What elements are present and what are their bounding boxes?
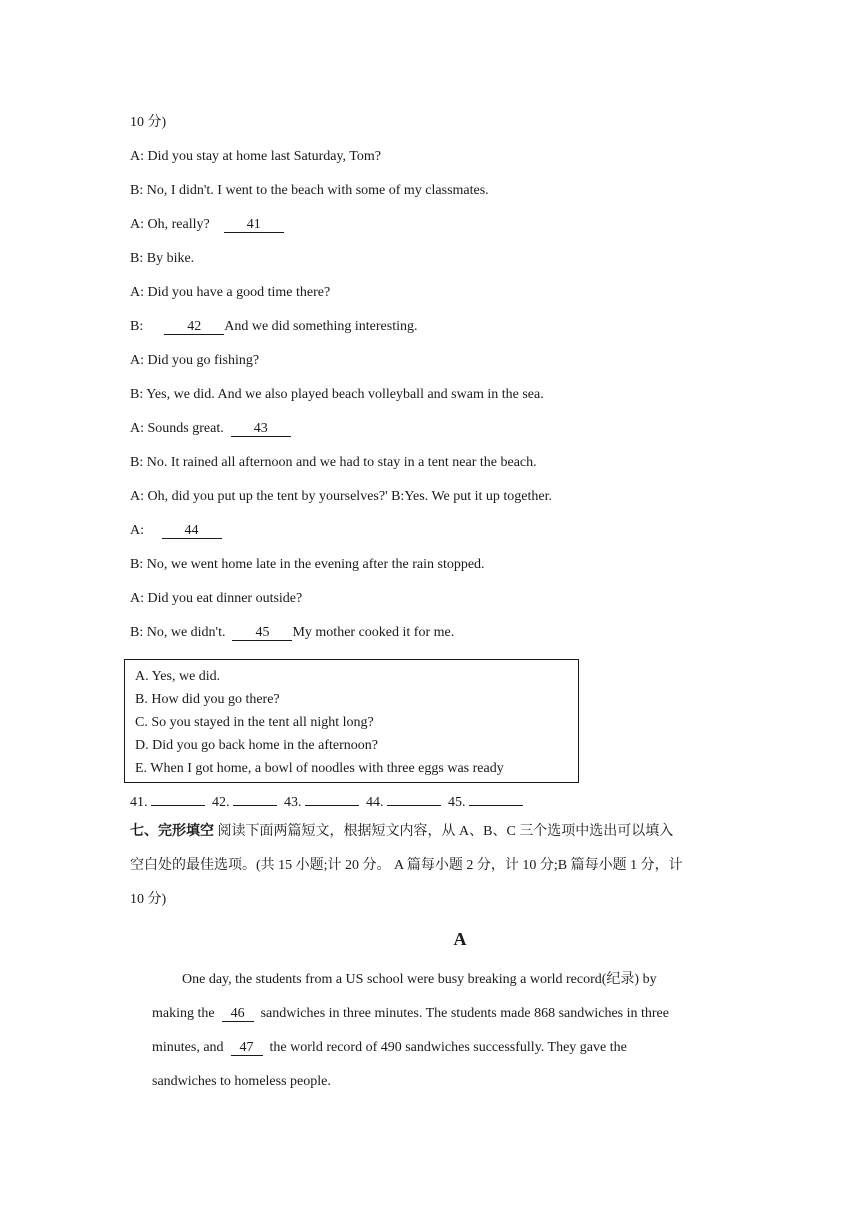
answer-blank <box>233 790 277 806</box>
dialogue-text: My mother cooked it for me. <box>292 625 455 640</box>
section-instruction: 阅读下面两篇短文，根据短文内容，从 A、B、C 三个选项中选出可以填入 <box>217 824 674 839</box>
dialogue-line <box>130 522 222 540</box>
blank-47: 47 <box>231 1040 263 1056</box>
dialogue-line: A: Did you have a good time there? <box>130 285 331 300</box>
passage-line-2 <box>152 1005 669 1023</box>
answer-label: 42. <box>212 795 230 810</box>
dialogue-line: A: Did you stay at home last Saturday, Tom? <box>130 149 381 164</box>
page-fragment-top: 10 分) <box>130 115 167 130</box>
dialogue-line: B: By bike. <box>130 251 195 266</box>
dialogue-line <box>130 624 454 642</box>
dialogue-line: B: No, we went home late in the evening after the rain stopped. <box>130 557 485 572</box>
section-title: 七、完形填空 <box>130 824 214 839</box>
dialogue-line: B: Yes, we did. And we also played beach volleyball and swam in the sea. <box>130 387 544 402</box>
option-a: A. Yes, we did. <box>135 669 221 684</box>
dialogue-text: A: Sounds great. <box>130 421 224 436</box>
blank-44: 44 <box>162 523 222 539</box>
answer-label: 44. <box>366 795 384 810</box>
answer-label: 41. <box>130 795 148 810</box>
blank-45: 45 <box>232 625 292 641</box>
answer-blank <box>151 790 205 806</box>
dialogue-text: B: <box>130 319 144 334</box>
dialogue-line: A: Oh, did you put up the tent by yourselves?' B:Yes. We put it up together. <box>130 489 553 504</box>
passage-text: the world record of 490 sandwiches successfully. They gave the <box>269 1040 627 1055</box>
passage-line-1: One day, the students from a US school were busy breaking a world record(纪录) by <box>182 972 657 987</box>
option-b: B. How did you go there? <box>135 692 280 707</box>
option-d: D. Did you go back home in the afternoon? <box>135 738 378 753</box>
dialogue-line: A: Did you eat dinner outside? <box>130 591 303 606</box>
dialogue-text: B: No, we didn't. <box>130 625 226 640</box>
dialogue-line: A: Did you go fishing? <box>130 353 260 368</box>
answer-blank <box>305 790 359 806</box>
answer-label: 45. <box>448 795 466 810</box>
blank-46: 46 <box>222 1006 254 1022</box>
passage-text: sandwiches in three minutes. The students made 868 sandwiches in three <box>260 1006 669 1021</box>
blank-41: 41 <box>224 217 284 233</box>
dialogue-text: And we did something interesting. <box>224 319 418 334</box>
option-c: C. So you stayed in the tent all night long? <box>135 715 374 730</box>
dialogue-line <box>130 420 291 438</box>
answer-blank <box>469 790 523 806</box>
passage-line-3 <box>152 1039 627 1057</box>
passage-text: minutes, and <box>152 1040 224 1055</box>
dialogue-line <box>130 318 418 336</box>
passage-line-4: sandwiches to homeless people. <box>152 1074 331 1089</box>
section-7-line-3: 10 分) <box>130 892 167 907</box>
dialogue-text: A: <box>130 523 144 538</box>
dialogue-line: B: No. It rained all afternoon and we had to stay in a tent near the beach. <box>130 455 537 470</box>
answer-blank <box>387 790 441 806</box>
blank-43: 43 <box>231 421 291 437</box>
dialogue-line: B: No, I didn't. I went to the beach with some of my classmates. <box>130 183 489 198</box>
answer-label: 43. <box>284 795 302 810</box>
passage-heading: A <box>453 929 467 949</box>
passage-text: making the <box>152 1006 215 1021</box>
section-7-line-2: 空白处的最佳选项。(共 15 小题;计 20 分。 A 篇每小题 2 分，计 10 分;B 篇每小题 1 分，计 <box>130 858 683 873</box>
dialogue-line <box>130 216 284 234</box>
option-e: E. When I got home, a bowl of noodles with three eggs was ready <box>135 761 504 776</box>
blank-42: 42 <box>164 319 224 335</box>
section-7-line-1 <box>130 823 673 841</box>
answer-row <box>130 790 523 812</box>
options-box <box>124 659 579 783</box>
dialogue-text: A: Oh, really? <box>130 217 210 232</box>
